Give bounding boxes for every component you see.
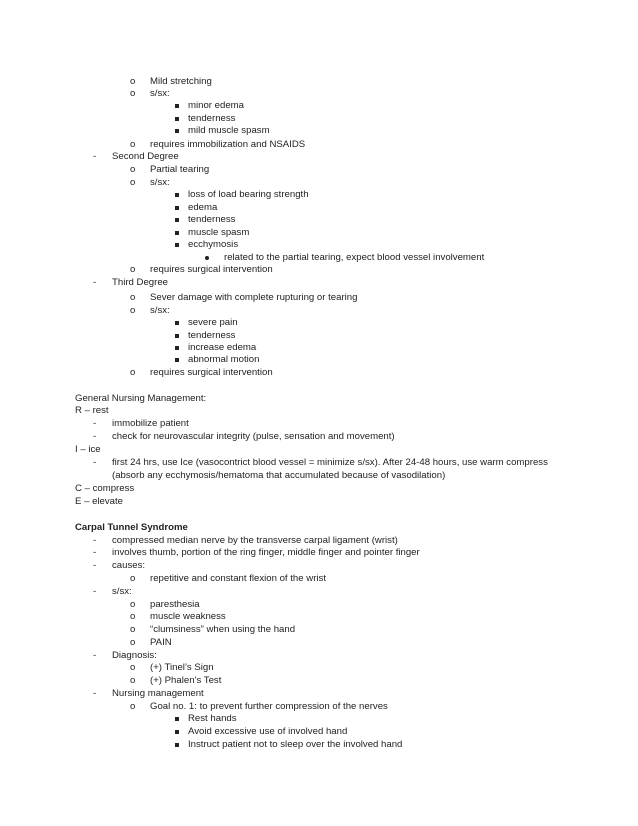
list-item: edema	[188, 202, 218, 213]
list-item: (+) Tinel’s Sign	[150, 662, 214, 673]
dash-bullet: -	[93, 277, 97, 288]
list-item: Nursing management	[112, 688, 204, 699]
list-item: requires surgical intervention	[150, 367, 273, 378]
list-item: s/sx:	[150, 88, 170, 99]
dash-bullet: -	[93, 650, 97, 661]
dash-bullet: -	[93, 586, 97, 597]
circle-bullet: o	[130, 573, 136, 584]
circle-bullet: o	[130, 305, 136, 316]
paragraph-line: C – compress	[75, 483, 135, 494]
circle-bullet: o	[130, 76, 136, 87]
list-item: check for neurovascular integrity (pulse, sensation and movement)	[112, 431, 395, 442]
list-item: Partial tearing	[150, 164, 210, 175]
list-item: s/sx:	[150, 177, 170, 188]
circle-bullet: o	[130, 599, 136, 610]
dash-bullet: -	[93, 535, 97, 546]
list-item: Mild stretching	[150, 76, 212, 87]
dash-bullet: -	[93, 560, 97, 571]
list-item: minor edema	[188, 100, 244, 111]
square-bullet-icon	[175, 206, 179, 210]
list-item: Instruct patient not to sleep over the involved hand	[188, 739, 403, 750]
dash-bullet: -	[93, 418, 97, 429]
square-bullet-icon	[175, 334, 179, 338]
circle-bullet: o	[130, 88, 136, 99]
list-item: mild muscle spasm	[188, 125, 270, 136]
list-item: “clumsiness” when using the hand	[150, 624, 296, 635]
list-item: repetitive and constant flexion of the wrist	[150, 573, 326, 584]
list-item: loss of load bearing strength	[188, 189, 309, 200]
round-bullet-icon	[205, 256, 209, 260]
list-item: Third Degree	[112, 277, 168, 288]
section-title: Carpal Tunnel Syndrome	[75, 522, 188, 533]
circle-bullet: o	[130, 367, 136, 378]
square-bullet-icon	[175, 218, 179, 222]
list-item: Avoid excessive use of involved hand	[188, 726, 348, 737]
list-item: Second Degree	[112, 151, 179, 162]
dash-bullet: -	[93, 151, 97, 162]
list-item: paresthesia	[150, 599, 200, 610]
list-item: requires immobilization and NSAIDS	[150, 139, 306, 150]
circle-bullet: o	[130, 675, 136, 686]
square-bullet-icon	[175, 243, 179, 247]
circle-bullet: o	[130, 177, 136, 188]
section-heading: General Nursing Management:	[75, 393, 207, 404]
paragraph-line: R – rest	[75, 405, 109, 416]
list-item: ecchymosis	[188, 239, 239, 250]
square-bullet-icon	[175, 321, 179, 325]
list-item: tenderness	[188, 214, 236, 225]
paragraph-line: I – ice	[75, 444, 101, 455]
list-item: tenderness	[188, 330, 236, 341]
list-item: s/sx:	[112, 586, 132, 597]
list-item: immobilize patient	[112, 418, 189, 429]
square-bullet-icon	[175, 104, 179, 108]
list-item: first 24 hrs, use Ice (vasocontrict blood vessel = minimize s/sx). After 24-48 hours, use warm compress	[112, 457, 548, 468]
circle-bullet: o	[130, 139, 136, 150]
circle-bullet: o	[130, 624, 136, 635]
square-bullet-icon	[175, 231, 179, 235]
list-item: Diagnosis:	[112, 650, 157, 661]
list-item: increase edema	[188, 342, 257, 353]
list-item: Rest hands	[188, 713, 237, 724]
dash-bullet: -	[93, 431, 97, 442]
list-item: muscle weakness	[150, 611, 226, 622]
list-item: muscle spasm	[188, 227, 250, 238]
list-item: Sever damage with complete rupturing or tearing	[150, 292, 358, 303]
list-item: compressed median nerve by the transverse carpal ligament (wrist)	[112, 535, 398, 546]
square-bullet-icon	[175, 129, 179, 133]
circle-bullet: o	[130, 701, 136, 712]
list-item-continuation: (absorb any ecchymosis/hematoma that accumulated because of vasodilation)	[112, 470, 446, 481]
list-item: causes:	[112, 560, 146, 571]
circle-bullet: o	[130, 164, 136, 175]
list-item: PAIN	[150, 637, 172, 648]
dash-bullet: -	[93, 457, 97, 468]
list-item: s/sx:	[150, 305, 170, 316]
circle-bullet: o	[130, 662, 136, 673]
paragraph-line: E – elevate	[75, 496, 124, 507]
circle-bullet: o	[130, 264, 136, 275]
square-bullet-icon	[175, 117, 179, 121]
dash-bullet: -	[93, 547, 97, 558]
list-item: abnormal motion	[188, 354, 260, 365]
list-item: (+) Phalen’s Test	[150, 675, 222, 686]
list-item: severe pain	[188, 317, 238, 328]
list-item: Goal no. 1: to prevent further compression of the nerves	[150, 701, 388, 712]
square-bullet-icon	[175, 717, 179, 721]
square-bullet-icon	[175, 346, 179, 350]
list-item: requires surgical intervention	[150, 264, 273, 275]
square-bullet-icon	[175, 193, 179, 197]
list-item: involves thumb, portion of the ring finger, middle finger and pointer finger	[112, 547, 420, 558]
square-bullet-icon	[175, 730, 179, 734]
list-item: related to the partial tearing, expect blood vessel involvement	[224, 252, 485, 263]
square-bullet-icon	[175, 743, 179, 747]
list-item: tenderness	[188, 113, 236, 124]
square-bullet-icon	[175, 358, 179, 362]
dash-bullet: -	[93, 688, 97, 699]
circle-bullet: o	[130, 611, 136, 622]
circle-bullet: o	[130, 637, 136, 648]
circle-bullet: o	[130, 292, 136, 303]
